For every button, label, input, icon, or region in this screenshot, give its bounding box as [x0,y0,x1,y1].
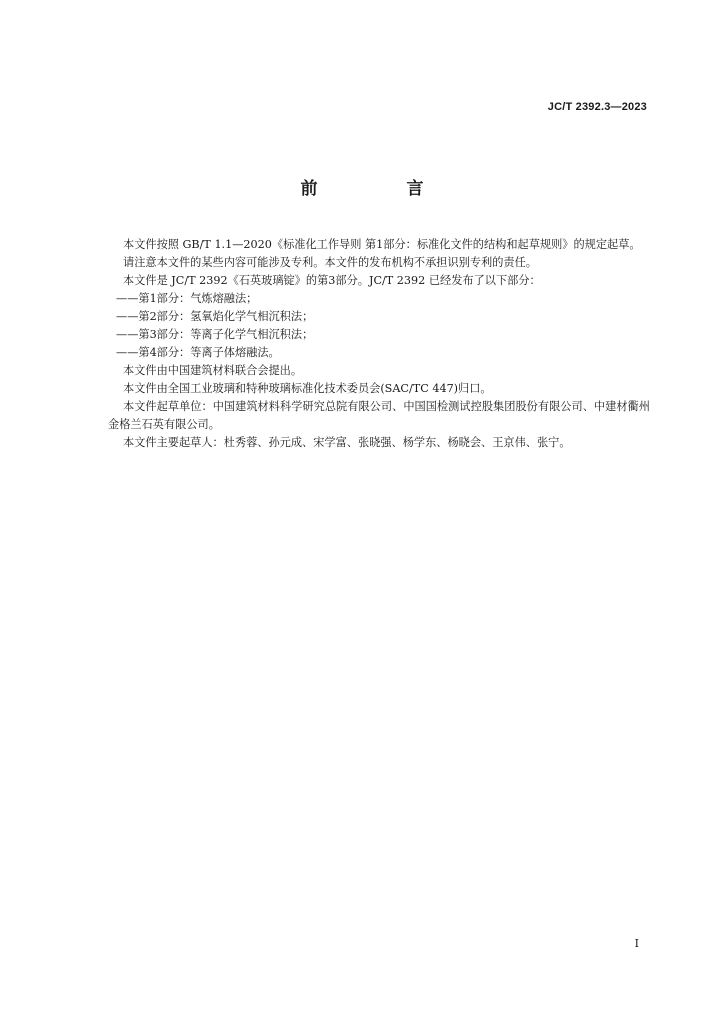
paragraph-drafters: 本文件主要起草人：杜秀蓉、孙元成、宋学富、张晓强、杨学东、杨晓会、王京伟、张宁。 [123,436,571,449]
paragraph-committee: 本文件由全国工业玻璃和特种玻璃标准化技术委员会(SAC/TC 447)归口。 [123,382,492,395]
standard-code: JC/T 2392.3—2023 [547,101,647,113]
paragraph-patent-notice: 请注意本文件的某些内容可能涉及专利。本文件的发布机构不承担识别专利的责任。 [123,256,537,269]
foreword-body [108,236,650,452]
list-item-part-4: ——第4部分：等离子体熔融法。 [116,346,280,359]
list-item-part-1: ——第1部分：气炼熔融法； [116,292,258,305]
paragraph-drafting-units: 本文件起草单位：中国建筑材料科学研究总院有限公司、中国国检测试控股集团股份有限公司、中建材衢州金格兰石英有限公司。 [108,400,650,431]
list-item-part-2: ——第2部分：氢氧焰化学气相沉积法； [116,310,314,323]
paragraph-series-info: 本文件是 JC/T 2392《石英玻璃锭》的第3部分。JC/T 2392 已经发布了以下部分： [123,274,541,287]
paragraph-drafting-rules: 本文件按照 GB/T 1.1—2020《标准化工作导则 第1部分：标准化文件的结构和起草规则》的规定起草。 [123,238,641,251]
page-title: 前 言 [300,179,460,199]
paragraph-proposer: 本文件由中国建筑材料联合会提出。 [123,364,303,377]
page-number: I [634,937,639,950]
list-item-part-3: ——第3部分：等离子化学气相沉积法； [116,328,314,341]
